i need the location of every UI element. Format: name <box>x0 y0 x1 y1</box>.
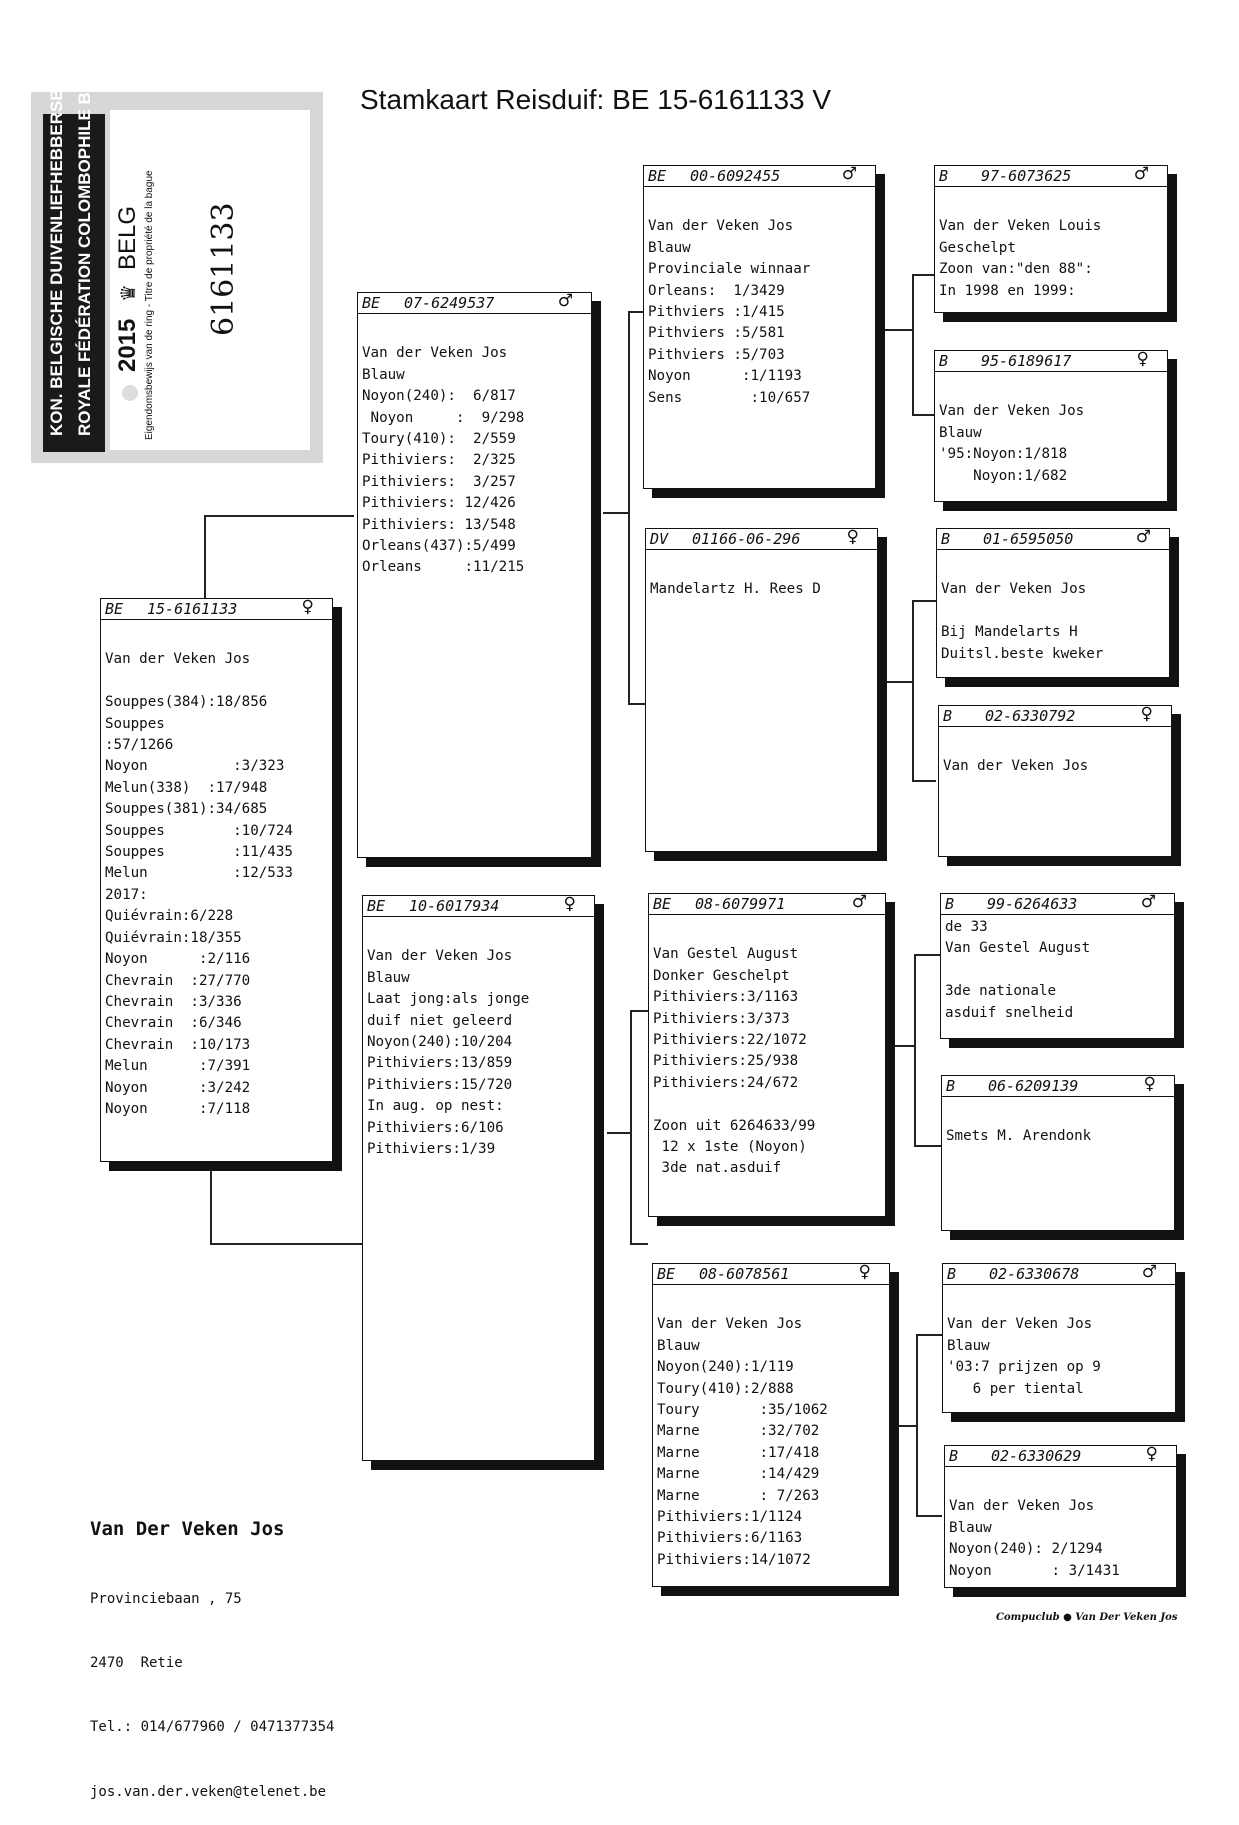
female-symbol-icon: ♀ <box>846 528 859 547</box>
pedigree-card-sds[interactable] <box>936 528 1170 678</box>
detail-line: Van Gestel August <box>653 946 799 963</box>
owner-name: Van Der Veken Jos <box>90 1517 285 1540</box>
ring-country: BE <box>648 167 667 185</box>
detail-line: Van der Veken Jos <box>362 345 508 362</box>
detail-line: Pithiviers:22/1072 <box>653 1032 807 1049</box>
female-symbol-icon: ♀ <box>563 895 576 914</box>
detail-line: Noyon(240): 2/1294 <box>949 1541 1103 1558</box>
detail-line: Chevrain :10/173 <box>105 1036 251 1053</box>
detail-line <box>946 1105 1170 1126</box>
detail-line <box>945 960 1170 981</box>
ring-country: B <box>939 352 949 370</box>
detail-line: Pithiviers:3/373 <box>653 1010 790 1027</box>
detail-line: Noyon :1/1193 <box>648 368 802 385</box>
detail-line: Orleans: 1/3429 <box>648 282 785 299</box>
detail-line: Noyon(240):1/119 <box>657 1359 794 1376</box>
detail-line: Van der Veken Jos <box>943 758 1089 775</box>
detail-line <box>949 1475 1172 1496</box>
detail-line: Orleans(437):5/499 <box>362 538 516 555</box>
detail-line: Smets M. Arendonk <box>946 1128 1092 1145</box>
owner-street: Provinciebaan , 75 <box>90 1591 242 1608</box>
card-header <box>935 351 1167 372</box>
detail-line: Van der Veken Jos <box>657 1316 803 1333</box>
certificate-year: 2015 <box>114 318 141 372</box>
detail-line <box>939 380 1163 401</box>
detail-line: Pithviers :1/415 <box>648 304 785 321</box>
ring-number: 00-6092455 <box>690 167 781 185</box>
detail-line: Pithiviers: 2/325 <box>362 452 516 469</box>
ring-number: 97-6073625 <box>981 167 1072 185</box>
card-header <box>939 706 1171 727</box>
detail-line: Noyon :7/118 <box>105 1100 251 1117</box>
detail-line: Chevrain :3/336 <box>105 993 242 1010</box>
detail-line: Van der Veken Jos <box>367 948 513 965</box>
detail-line: Toury :35/1062 <box>657 1402 828 1419</box>
owner-email[interactable]: jos.van.der.veken@telenet.be <box>90 1783 327 1800</box>
pedigree-card-dsd[interactable] <box>941 1075 1175 1231</box>
detail-line: Zoon van:"den 88": <box>939 261 1093 278</box>
footer-credit: Compuclub ● Van Der Veken Jos <box>996 1612 1178 1623</box>
detail-line: Pithiviers:1/39 <box>367 1141 496 1158</box>
ring-country: BE <box>362 294 381 312</box>
pedigree-card-dds[interactable] <box>942 1263 1176 1413</box>
detail-line: Provinciale winnaar <box>648 261 811 278</box>
pedigree-card-sdd[interactable] <box>938 705 1172 857</box>
punch-hole <box>122 385 138 401</box>
ring-number: 02-6330629 <box>991 1447 1082 1465</box>
pedigree-card-dam-sire[interactable] <box>648 893 886 1217</box>
detail-line: In aug. op nest: <box>367 1098 504 1115</box>
detail-line: Souppes <box>105 715 165 732</box>
ring-number: 06-6209139 <box>988 1077 1079 1095</box>
card-header <box>935 166 1167 187</box>
detail-line: Melun :7/391 <box>105 1058 251 1075</box>
detail-line: Marne :32/702 <box>657 1423 820 1440</box>
detail-line: Pithiviers:6/106 <box>367 1119 504 1136</box>
male-symbol-icon: ♂ <box>557 292 573 311</box>
certificate-card <box>110 110 310 450</box>
detail-line: In 1998 en 1999: <box>939 282 1076 299</box>
stamp-emblem-icon: ♛ <box>118 284 140 302</box>
ring-country: B <box>947 1265 957 1283</box>
ring-country: B <box>939 167 949 185</box>
ring-number: 02-6330792 <box>985 707 1076 725</box>
detail-line: Souppes(381):34/685 <box>105 801 268 818</box>
female-symbol-icon: ♀ <box>1140 705 1153 724</box>
pedigree-card-subject[interactable] <box>100 598 333 1162</box>
federation-band <box>43 45 105 452</box>
detail-line: Pithiviers:24/672 <box>653 1074 799 1091</box>
detail-line: Geschelpt <box>939 239 1016 256</box>
ring-country: BE <box>367 897 386 915</box>
detail-line: Pithiviers:3/1163 <box>653 989 799 1006</box>
detail-line: Pithiviers:1/1124 <box>657 1509 803 1526</box>
detail-line: Mandelartz H. Rees D <box>650 581 821 598</box>
detail-line: Souppes(384):18/856 <box>105 694 268 711</box>
detail-line: Pithiviers:6/1163 <box>657 1530 803 1547</box>
detail-line <box>941 601 1165 622</box>
detail-line: Noyon:1/682 <box>939 467 1068 484</box>
detail-line: Pithiviers: 13/548 <box>362 516 516 533</box>
federation-name-fr: ROYALE FÉDÉRATION COLOMBOPHILE BELGE <box>75 45 94 436</box>
ring-country: B <box>941 530 951 548</box>
page-title: Stamkaart Reisduif: BE 15-6161133 V <box>360 84 832 115</box>
detail-line: Sens :10/657 <box>648 389 811 406</box>
detail-line: Toury(410): 2/559 <box>362 431 516 448</box>
ring-country: BE <box>105 600 124 618</box>
detail-line: Noyon(240):10/204 <box>367 1034 513 1051</box>
detail-line: Pithiviers:25/938 <box>653 1053 799 1070</box>
ring-country: DV <box>650 530 669 548</box>
female-symbol-icon: ♀ <box>301 598 314 617</box>
detail-line <box>939 195 1163 216</box>
detail-line: Souppes :10/724 <box>105 822 293 839</box>
detail-line: asduif snelheid <box>945 1004 1074 1021</box>
detail-line: de 33 <box>945 919 988 935</box>
detail-line: 3de nat.asduif <box>653 1160 782 1177</box>
ring-number: 95-6189617 <box>981 352 1072 370</box>
detail-line <box>657 1293 885 1314</box>
detail-line <box>943 735 1167 756</box>
detail-line <box>947 1293 1171 1314</box>
detail-line: Zoon uit 6264633/99 <box>653 1117 816 1134</box>
certificate-property-text: Eigendomsbewijs van de ring - Titre de propriété de la bague <box>144 170 155 440</box>
ring-number: 10-6017934 <box>409 897 500 915</box>
detail-line: Blauw <box>648 239 691 256</box>
detail-line: Blauw <box>657 1337 700 1354</box>
detail-line: Pithviers :5/703 <box>648 346 785 363</box>
ring-number: 15-6161133 <box>147 600 238 618</box>
detail-line: Chevrain :27/770 <box>105 972 251 989</box>
detail-line: Van der Veken Jos <box>105 651 251 668</box>
detail-line: Blauw <box>367 969 410 986</box>
detail-line <box>367 925 590 946</box>
male-symbol-icon: ♂ <box>1133 165 1149 184</box>
ring-country: BE <box>657 1265 676 1283</box>
male-symbol-icon: ♂ <box>1135 528 1151 547</box>
card-header <box>646 529 877 550</box>
detail-line: Quiévrain:18/355 <box>105 929 242 946</box>
detail-line: Pithiviers:14/1072 <box>657 1551 811 1568</box>
pedigree-card-sss[interactable] <box>934 165 1168 313</box>
ring-certificate-stamp <box>31 45 323 463</box>
pedigree-card-sire-dam[interactable] <box>645 528 878 852</box>
detail-line: Toury(410):2/888 <box>657 1380 794 1397</box>
ring-number: 01166-06-296 <box>692 530 801 548</box>
detail-line: Marne :17/418 <box>657 1444 820 1461</box>
detail-line: Noyon :3/323 <box>105 758 285 775</box>
detail-line: Noyon :2/116 <box>105 951 251 968</box>
detail-line: Chevrain :6/346 <box>105 1015 242 1032</box>
detail-line: '03:7 prijzen op 9 <box>947 1359 1101 1376</box>
card-header <box>101 599 332 620</box>
detail-line: 3de nationale <box>945 983 1057 1000</box>
detail-line: 12 x 1ste (Noyon) <box>653 1139 807 1156</box>
ring-number: 07-6249537 <box>404 294 495 312</box>
ring-number: 08-6079971 <box>695 895 786 913</box>
female-symbol-icon: ♀ <box>1143 1075 1156 1094</box>
detail-line: Quiévrain:6/228 <box>105 908 234 925</box>
detail-line <box>648 195 871 216</box>
pedigree-card-dss[interactable] <box>940 893 1175 1039</box>
pedigree-card-sire[interactable] <box>357 292 592 858</box>
detail-line: Marne :14/429 <box>657 1466 820 1483</box>
detail-line: Pithiviers: 12/426 <box>362 495 516 512</box>
detail-line: Blauw <box>362 366 405 383</box>
detail-line: :57/1266 <box>105 737 174 754</box>
detail-line: Pithiviers: 3/257 <box>362 473 516 490</box>
card-header <box>943 1264 1175 1285</box>
detail-line: Blauw <box>939 424 982 441</box>
detail-line: Pithiviers:15/720 <box>367 1076 513 1093</box>
ring-country: B <box>949 1447 959 1465</box>
detail-line: Noyon : 3/1431 <box>949 1562 1120 1579</box>
detail-line <box>362 322 587 343</box>
detail-line: Van der Veken Jos <box>941 581 1087 598</box>
detail-line: duif niet geleerd <box>367 1012 513 1029</box>
card-header <box>358 293 591 314</box>
detail-line: Melun(338) :17/948 <box>105 779 268 796</box>
card-header <box>653 1264 889 1285</box>
ring-country: B <box>943 707 953 725</box>
detail-line <box>941 558 1165 579</box>
certificate-ring-number: 6161133 <box>206 202 241 336</box>
female-symbol-icon: ♀ <box>858 1263 871 1282</box>
ring-number: 01-6595050 <box>983 530 1074 548</box>
detail-line: Orleans :11/215 <box>362 559 525 576</box>
detail-line: Van der Veken Louis <box>939 218 1102 235</box>
detail-line: 6 per tiental <box>947 1380 1084 1397</box>
detail-line: Noyon(240): 6/817 <box>362 388 516 405</box>
detail-line: Van Gestel August <box>945 940 1091 957</box>
detail-line <box>653 923 881 944</box>
detail-line <box>650 558 873 579</box>
pedigree-card-dam[interactable] <box>362 895 595 1461</box>
card-header <box>649 894 885 915</box>
detail-line: Van der Veken Jos <box>648 218 794 235</box>
card-details <box>101 620 332 1120</box>
certificate-country: BELG <box>114 205 141 270</box>
detail-line <box>105 628 328 649</box>
detail-line: 2017: <box>105 886 148 903</box>
detail-line: Blauw <box>949 1519 992 1536</box>
male-symbol-icon: ♂ <box>851 893 867 912</box>
pedigree-card-dam-dam[interactable] <box>652 1263 890 1587</box>
detail-line: Noyon :3/242 <box>105 1079 251 1096</box>
ring-country: B <box>946 1077 956 1095</box>
detail-line: Van der Veken Jos <box>939 403 1085 420</box>
detail-line: Pithviers :5/581 <box>648 325 785 342</box>
pedigree-card-ddd[interactable] <box>944 1445 1177 1588</box>
detail-line: Van der Veken Jos <box>947 1316 1093 1333</box>
ring-number: 08-6078561 <box>699 1265 790 1283</box>
card-header <box>942 1076 1174 1097</box>
detail-line: '95:Noyon:1/818 <box>939 446 1068 463</box>
federation-name-nl: KON. BELGISCHE DUIVENLIEFHEBBERSBOND <box>47 50 66 436</box>
detail-line: Laat jong:als jonge <box>367 991 530 1008</box>
owner-phone: Tel.: 014/677960 / 0471377354 <box>90 1719 335 1736</box>
ring-country: BE <box>653 895 672 913</box>
detail-line: Donker Geschelpt <box>653 967 790 984</box>
ring-country: B <box>945 895 955 913</box>
female-symbol-icon: ♀ <box>1136 350 1149 369</box>
card-header <box>644 166 875 187</box>
detail-line: Noyon : 9/298 <box>362 409 525 426</box>
owner-address-block <box>90 1476 334 1825</box>
detail-line: Duitsl.beste kweker <box>941 645 1104 662</box>
card-header <box>945 1446 1176 1467</box>
detail-line <box>653 1094 881 1115</box>
ring-number: 02-6330678 <box>989 1265 1080 1283</box>
detail-line <box>105 671 328 692</box>
detail-line: Pithiviers:13/859 <box>367 1055 513 1072</box>
detail-line: Souppes :11/435 <box>105 844 293 861</box>
male-symbol-icon: ♂ <box>1140 893 1156 912</box>
detail-line: Melun :12/533 <box>105 865 293 882</box>
detail-line: Blauw <box>947 1337 990 1354</box>
card-header <box>363 896 594 917</box>
pedigree-card-sire-sire[interactable] <box>643 165 876 489</box>
pedigree-card-ssd[interactable] <box>934 350 1168 502</box>
ring-number: 99-6264633 <box>987 895 1078 913</box>
detail-line: Marne : 7/263 <box>657 1487 820 1504</box>
detail-line: Van der Veken Jos <box>949 1498 1095 1515</box>
male-symbol-icon: ♂ <box>1141 1263 1157 1282</box>
card-header <box>941 894 1174 915</box>
female-symbol-icon: ♀ <box>1145 1445 1158 1464</box>
owner-city: 2470 Retie <box>90 1655 183 1672</box>
card-header <box>937 529 1169 550</box>
male-symbol-icon: ♂ <box>841 165 857 184</box>
detail-line: Bij Mandelarts H <box>941 624 1078 641</box>
